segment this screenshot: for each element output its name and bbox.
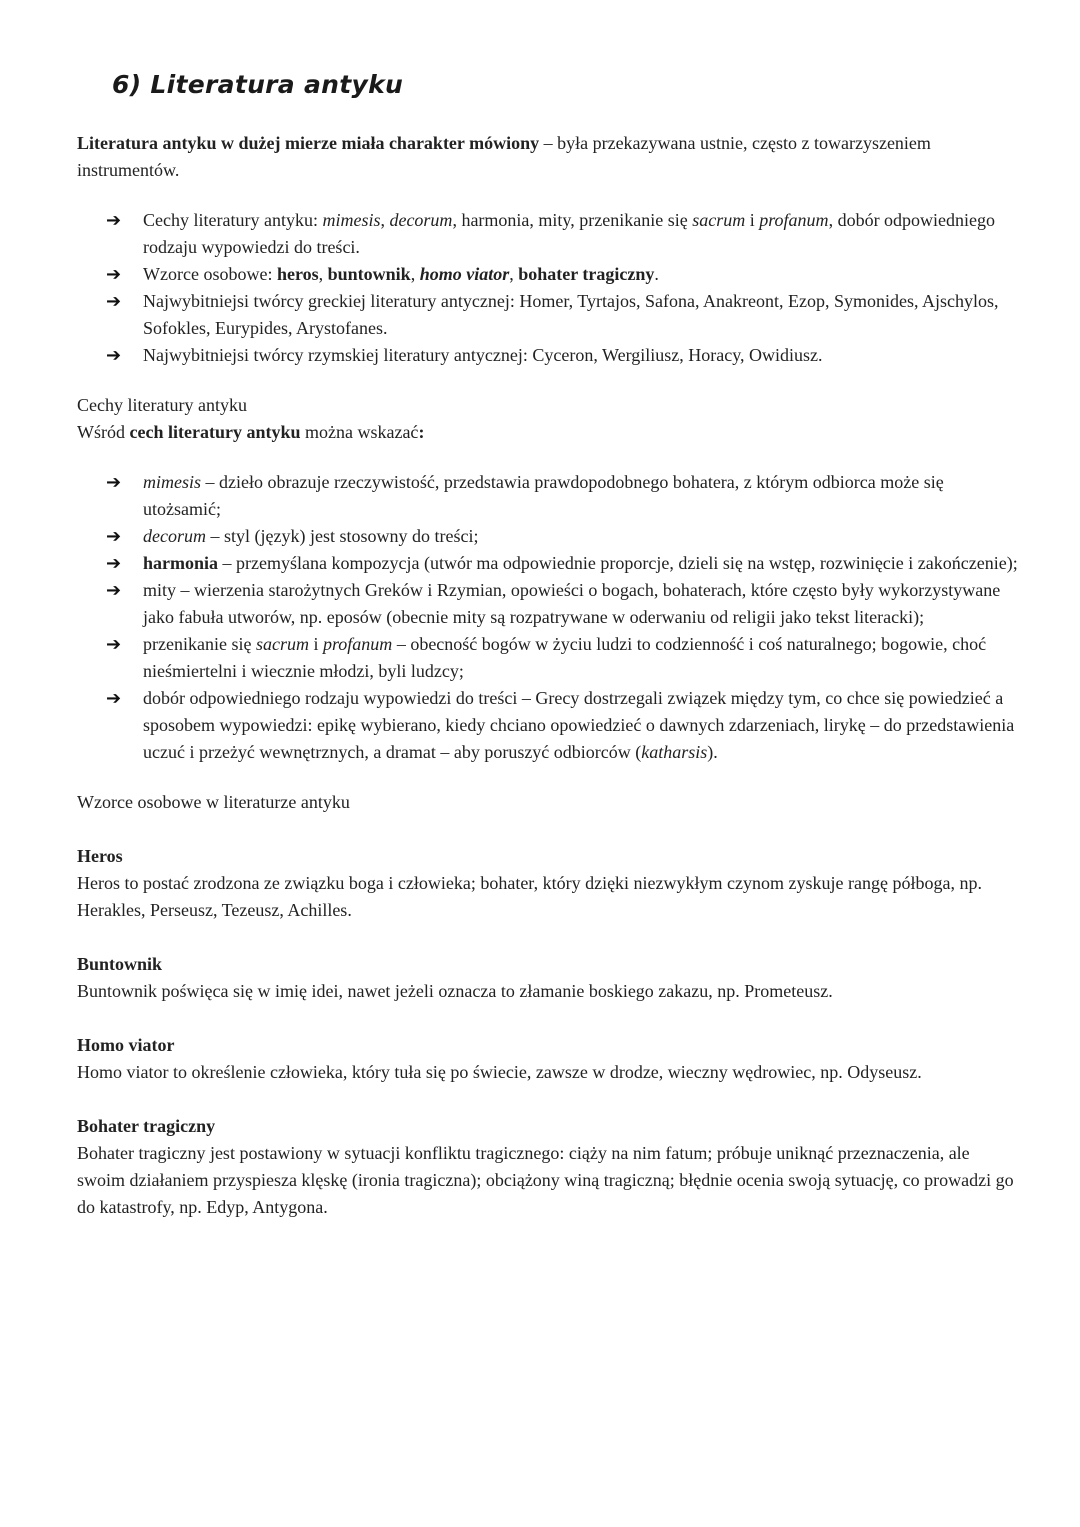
section-heading: Buntownik [77,954,163,974]
arrow-bullet-icon: ➔ [106,264,122,285]
feature-text: dobór odpowiedniego rodzaju wypowiedzi do treści – Grecy dostrzegali związek między tym, co chce się powiedzieć a sposobem wypowiedzi: epikę wybierano, kiedy chciano opowiedzieć o dawnych zdarzeniach, lirykę – do przedstawienia uczuć i przeżyć wewnętrznych, a dramat – aby poruszyć odbiorców ( [143,688,1015,762]
summary-text: , [318,264,328,284]
feature-text: mimesis [143,472,201,492]
summary-text: i [745,210,760,230]
section-body: Heros to postać zrodzona ze związku boga i człowieka; bohater, który dzięki niezwykłym czynom zyskuje rangę półboga, np. Herakles, Perseusz, Tezeusz, Achilles. [77,873,982,920]
summary-text: Najwybitniejsi twórcy rzymskiej literatury antycznej: Cyceron, Wergiliusz, Horacy, Owidiusz. [143,345,823,365]
feature-item [106,469,1022,523]
intro-bold: Literatura antyku w dużej mierze miała charakter mówiony [77,133,540,153]
feature-item [106,685,1022,766]
section-body: Homo viator to określenie człowieka, który tuła się po świecie, zawsze w drodze, wieczny wędrowiec, np. Odyseusz. [77,1062,922,1082]
summary-text: Cechy literatury antyku: [143,210,323,230]
features-intro-colon: : [418,422,425,442]
summary-text: , harmonia, mity, przenikanie się [452,210,693,230]
features-intro-mid: można wskazać [300,422,419,442]
section-heading: Heros [77,846,123,866]
summary-text: sacrum [692,210,746,230]
section-body: Buntownik poświęca się w imię idei, nawet jeżeli oznacza to złamanie boskiego zakazu, np. Prometeusz. [77,981,833,1001]
summary-text: homo viator [419,264,510,284]
summary-text: heros [276,264,319,284]
feature-text: decorum [143,526,206,546]
arrow-bullet-icon: ➔ [106,553,122,574]
features-intro-pre: Wśród [77,422,130,442]
intro-paragraph [77,130,1022,184]
feature-text: harmonia [143,553,219,573]
feature-text: – przemyślana kompozycja (utwór ma odpowiednie proporcje, dzieli się na wstęp, rozwinięcie i zakończenie); [218,553,1018,573]
feature-item [106,523,1022,550]
feature-text: – styl (język) jest stosowny do treści; [205,526,479,546]
feature-text: przenikanie się [143,634,256,654]
arrow-bullet-icon: ➔ [106,688,122,709]
summary-text: buntownik [327,264,411,284]
summary-text: mimesis [322,210,381,230]
summary-text: , dobór odpowiedniego rodzaju wypowiedzi do treści. [143,210,996,257]
document-body [77,130,1022,1248]
page-title: 6) Literatura antyku [112,70,404,99]
summary-text: profanum [759,210,829,230]
summary-text: Wzorce osobowe: [143,264,277,284]
models-heading: Wzorce osobowe w literaturze antyku [77,792,350,812]
feature-text: ). [707,742,718,762]
feature-text: – dzieło obrazuje rzeczywistość, przedstawia prawdopodobnego bohatera, z którym odbiorca może się utożsamić; [143,472,944,519]
section-body: Bohater tragiczny jest postawiony w sytuacji konfliktu tragicznego: ciąży na nim fatum; próbuje uniknąć przeznaczenia, ale swoim działaniem przyspiesza klęskę (ironia tragiczna); obciążony winą tragiczną; błędnie ocenia swoją sytuację, co prowadzi go do katastrofy, np. Edyp, Antygona. [77,1143,1014,1217]
summary-item [106,288,1022,342]
arrow-bullet-icon: ➔ [106,580,122,601]
feature-item [106,631,1022,685]
summary-text: . [654,264,659,284]
features-list [77,469,1022,766]
summary-text: Najwybitniejsi twórcy greckiej literatury antycznej: Homer, Tyrtajos, Safona, Anakreont, Ezop, Symonides, Ajschylos, Sofokles, Eurypides, Arystofanes. [143,291,999,338]
feature-item [106,577,1022,631]
arrow-bullet-icon: ➔ [106,472,122,493]
models-sections [77,843,1022,1221]
features-intro [77,419,1022,446]
summary-text: bohater tragiczny [518,264,655,284]
arrow-bullet-icon: ➔ [106,634,122,655]
summary-item [106,207,1022,261]
arrow-bullet-icon: ➔ [106,345,122,366]
arrow-bullet-icon: ➔ [106,526,122,547]
feature-text: i [308,634,323,654]
summary-text: , [509,264,519,284]
arrow-bullet-icon: ➔ [106,291,122,312]
feature-text: – obecność bogów w życiu ludzi to codzienność i coś naturalnego; bogowie, choć nieśmiertelni i wiecznie młodzi, byli ludzcy; [143,634,987,681]
summary-text: , [410,264,420,284]
summary-text: decorum [389,210,453,230]
summary-text: , [380,210,390,230]
feature-text: sacrum [255,634,309,654]
section-heading: Homo viator [77,1035,175,1055]
summary-list [77,207,1022,369]
features-heading: Cechy literatury antyku [77,395,247,415]
feature-text: mity – wierzenia starożytnych Greków i Rzymian, opowieści o bogach, bohaterach, które często były wykorzystywane jako fabuła utworów, np. eposów (obecnie mity są rozpatrywane w oderwaniu od religii jako tekst literacki); [143,580,1001,627]
summary-item [106,261,1022,288]
feature-item [106,550,1022,577]
features-intro-bold: cech literatury antyku [129,422,301,442]
summary-item [106,342,1022,369]
intro-rest: – była przekazywana ustnie, często z towarzyszeniem instrumentów. [77,133,931,180]
feature-text: katharsis [641,742,708,762]
feature-text: profanum [322,634,393,654]
section-heading: Bohater tragiczny [77,1116,216,1136]
arrow-bullet-icon: ➔ [106,210,122,231]
